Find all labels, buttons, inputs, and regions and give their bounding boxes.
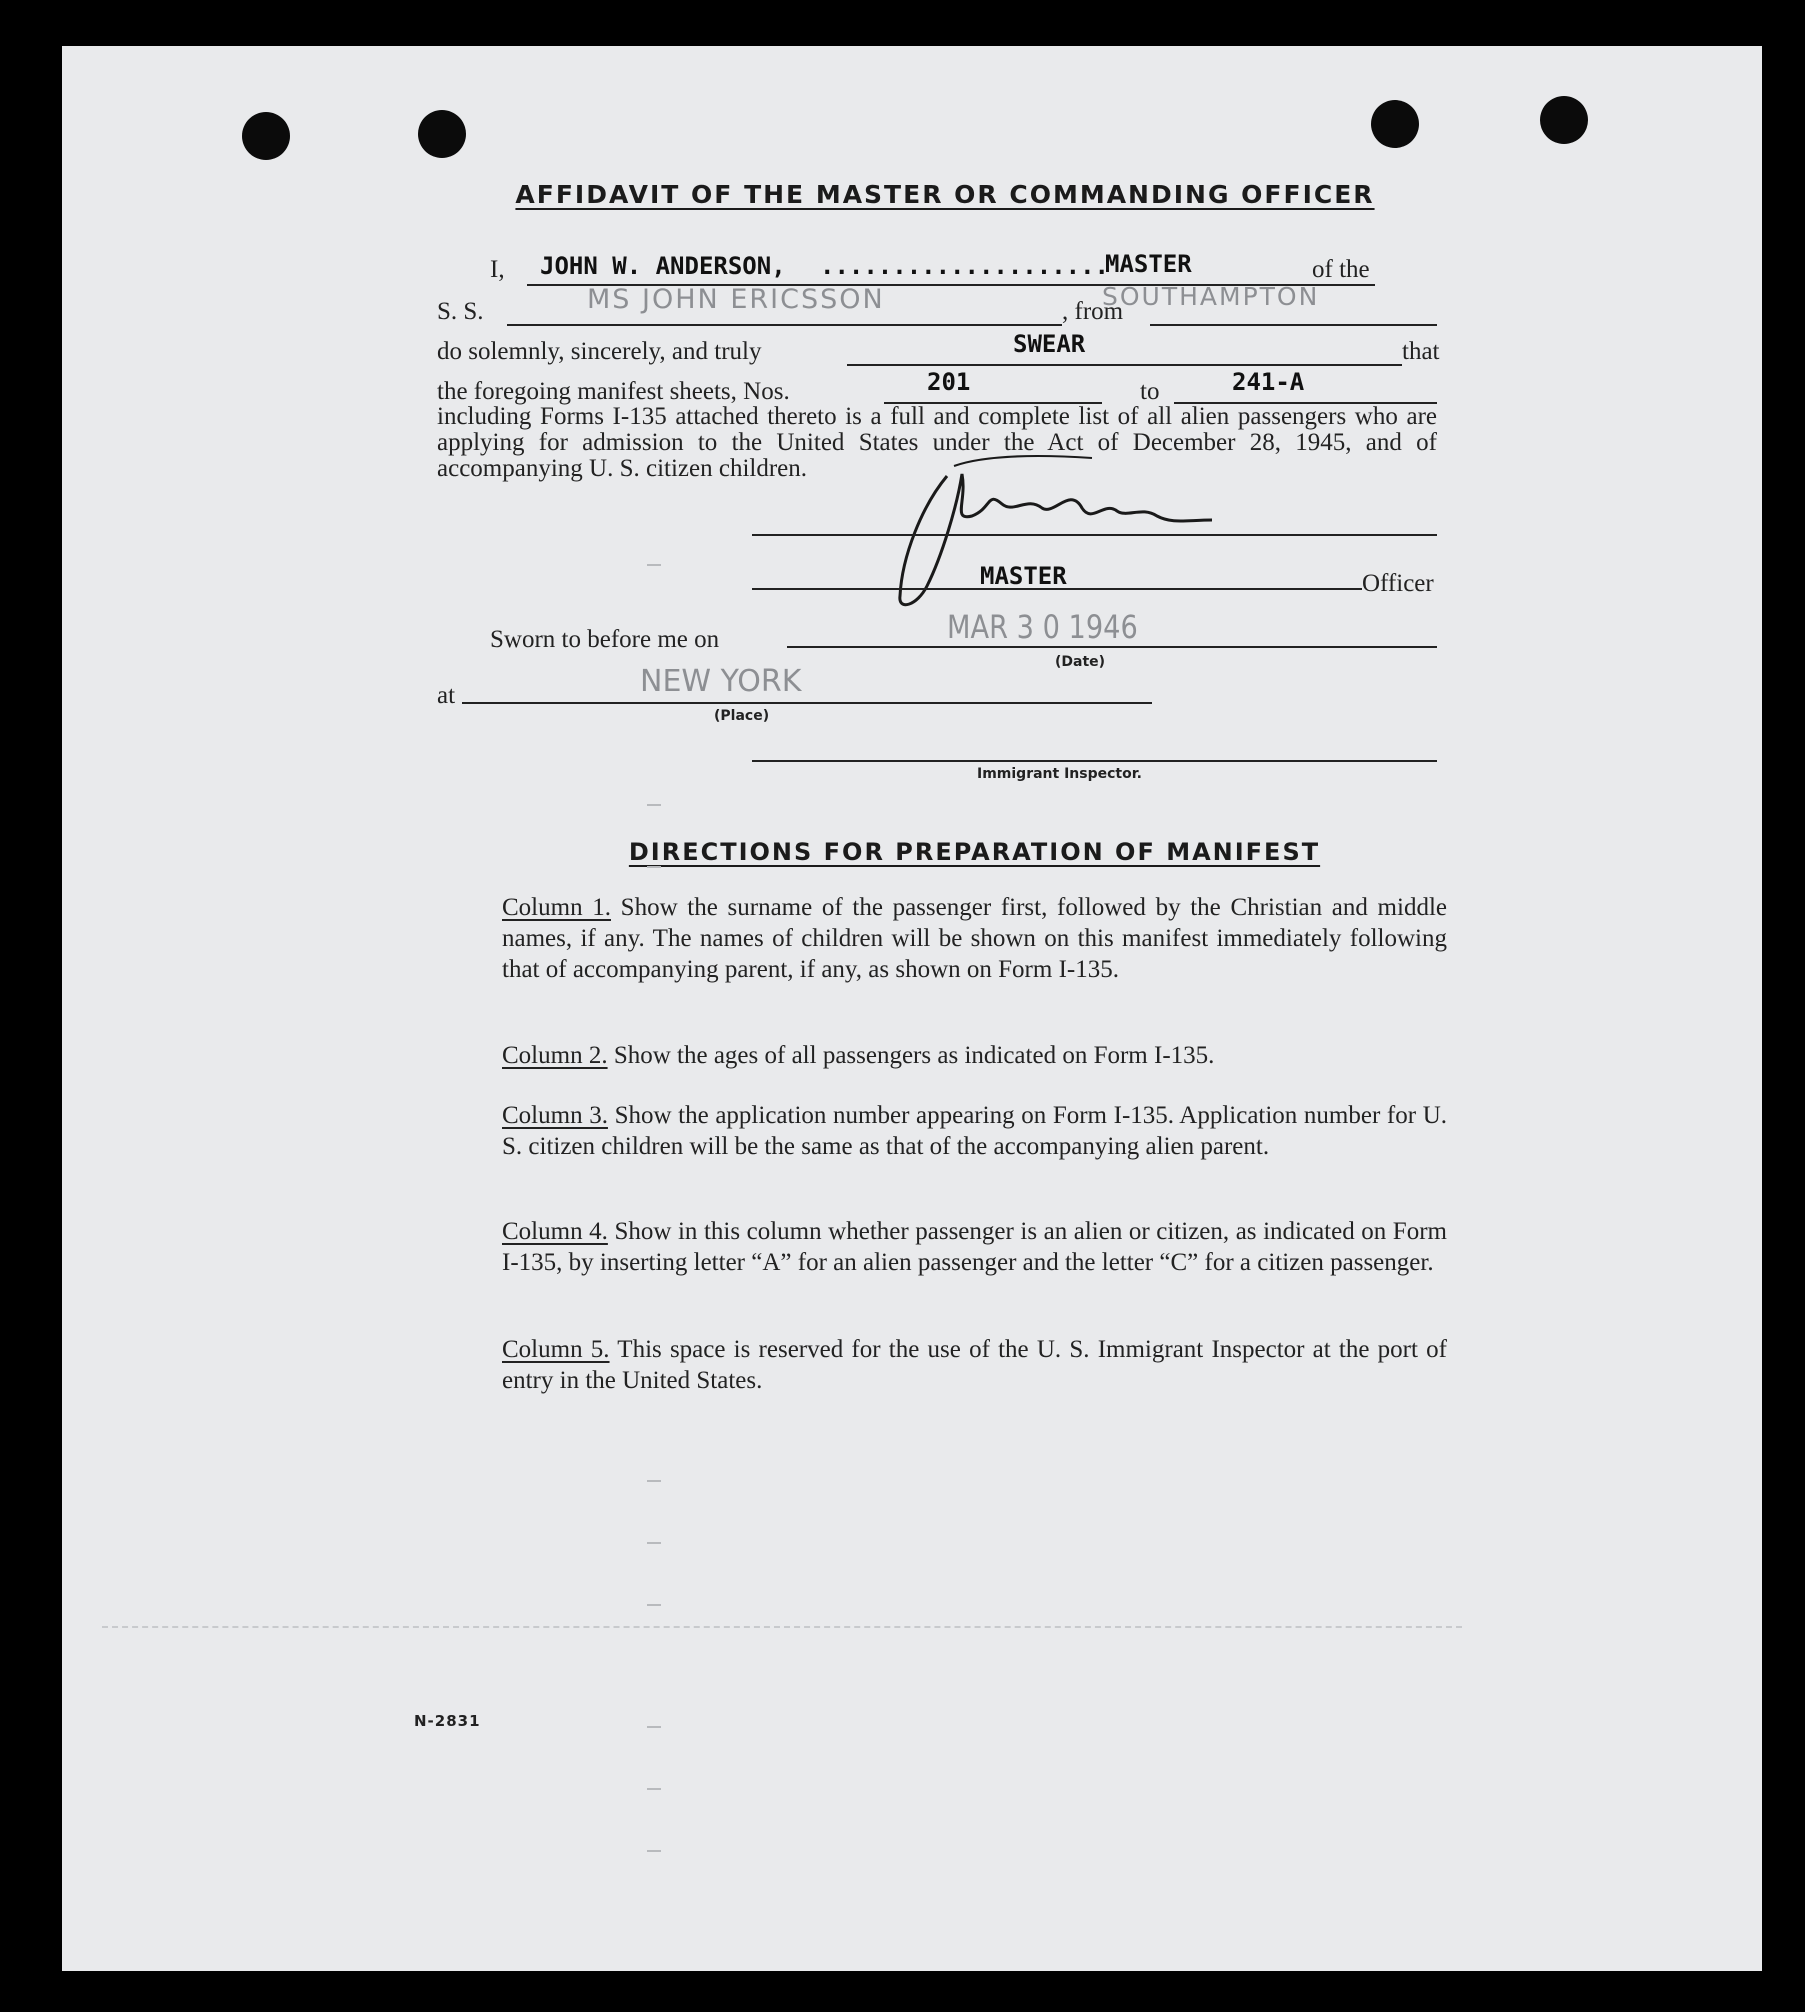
of-the-label: of the bbox=[1312, 256, 1370, 283]
document-page bbox=[62, 46, 1762, 1971]
direction-column-5 bbox=[502, 1334, 1447, 1396]
place-caption: (Place) bbox=[714, 708, 770, 724]
from-port: SOUTHAMPTON bbox=[1102, 282, 1320, 311]
column-text: Show the ages of all passengers as indicated on Form I-135. bbox=[613, 1042, 1215, 1069]
that-label: that bbox=[1402, 338, 1440, 365]
direction-column-3 bbox=[502, 1100, 1447, 1162]
sheet-from: 201 bbox=[927, 368, 971, 396]
inspector-caption: Immigrant Inspector. bbox=[977, 766, 1142, 782]
punch-hole bbox=[1371, 100, 1419, 148]
officer-label: Officer bbox=[1362, 570, 1434, 597]
sheets-label: the foregoing manifest sheets, Nos. bbox=[437, 378, 790, 405]
to-label: to bbox=[1140, 378, 1160, 405]
direction-column-1 bbox=[502, 892, 1447, 985]
column-text: Show the application number appearing on Form I-135. Application number for U. S. citizen children will be the same as that of the accompanying alien parent. bbox=[502, 1102, 1447, 1160]
master-name: JOHN W. ANDERSON, bbox=[540, 252, 786, 280]
column-label: Column 3. bbox=[502, 1102, 608, 1129]
column-text: This space is reserved for the use of the U. S. Immigrant Inspector at the port of entry in the United States. bbox=[502, 1336, 1447, 1394]
column-text: Show in this column whether passenger is an alien or citizen, as indicated on Form I-135, by inserting letter “A” for an alien passenger and the letter “C” for a citizen passenger. bbox=[502, 1218, 1447, 1276]
signature-role: MASTER bbox=[980, 562, 1067, 590]
date-caption: (Date) bbox=[1055, 654, 1106, 670]
directions-title: DIRECTIONS FOR PREPARATION OF MANIFEST bbox=[628, 838, 1321, 866]
column-label: Column 1. bbox=[502, 894, 611, 921]
column-label: Column 5. bbox=[502, 1336, 610, 1363]
form-number: N-2831 bbox=[414, 1712, 481, 1730]
sworn-date: MAR 3 0 1946 bbox=[947, 608, 1138, 646]
punch-hole bbox=[242, 112, 290, 160]
punch-hole bbox=[418, 110, 466, 158]
column-text: Show the surname of the passenger first, followed by the Christian and middle names, if any. The names of children will be shown on this manifest immediately following that of accompanying parent, if any, as shown on Form I-135. bbox=[502, 894, 1447, 983]
master-title: MASTER bbox=[1105, 250, 1192, 278]
master-dots: .................... bbox=[820, 252, 1109, 280]
affidavit-body: including Forms I-135 attached thereto is a full and complete list of all alien passengers who are applying for admission to the United States under the Act of December 28, 1945, and of accompanying U. S. citizen children. bbox=[437, 403, 1437, 482]
direction-column-2 bbox=[502, 1040, 1447, 1071]
place-stamp: NEW YORK bbox=[640, 664, 802, 699]
solemnly-text: do solemnly, sincerely, and truly bbox=[437, 338, 762, 365]
punch-hole bbox=[1540, 96, 1588, 144]
master-signature bbox=[842, 446, 1292, 616]
i-label: I, bbox=[490, 256, 505, 283]
sworn-label: Sworn to before me on bbox=[490, 626, 720, 653]
oath-word: SWEAR bbox=[1013, 330, 1086, 358]
affidavit-title: AFFIDAVIT OF THE MASTER OR COMMANDING OFFICER bbox=[515, 180, 1375, 209]
ship-name: MS JOHN ERICSSON bbox=[587, 284, 885, 315]
from-label: , from bbox=[1062, 298, 1124, 325]
column-label: Column 4. bbox=[502, 1218, 608, 1245]
column-label: Column 2. bbox=[502, 1042, 608, 1069]
sheet-to: 241-A bbox=[1232, 368, 1305, 396]
direction-column-4 bbox=[502, 1216, 1447, 1278]
ss-label: S. S. bbox=[437, 298, 484, 325]
at-label: at bbox=[437, 682, 456, 709]
